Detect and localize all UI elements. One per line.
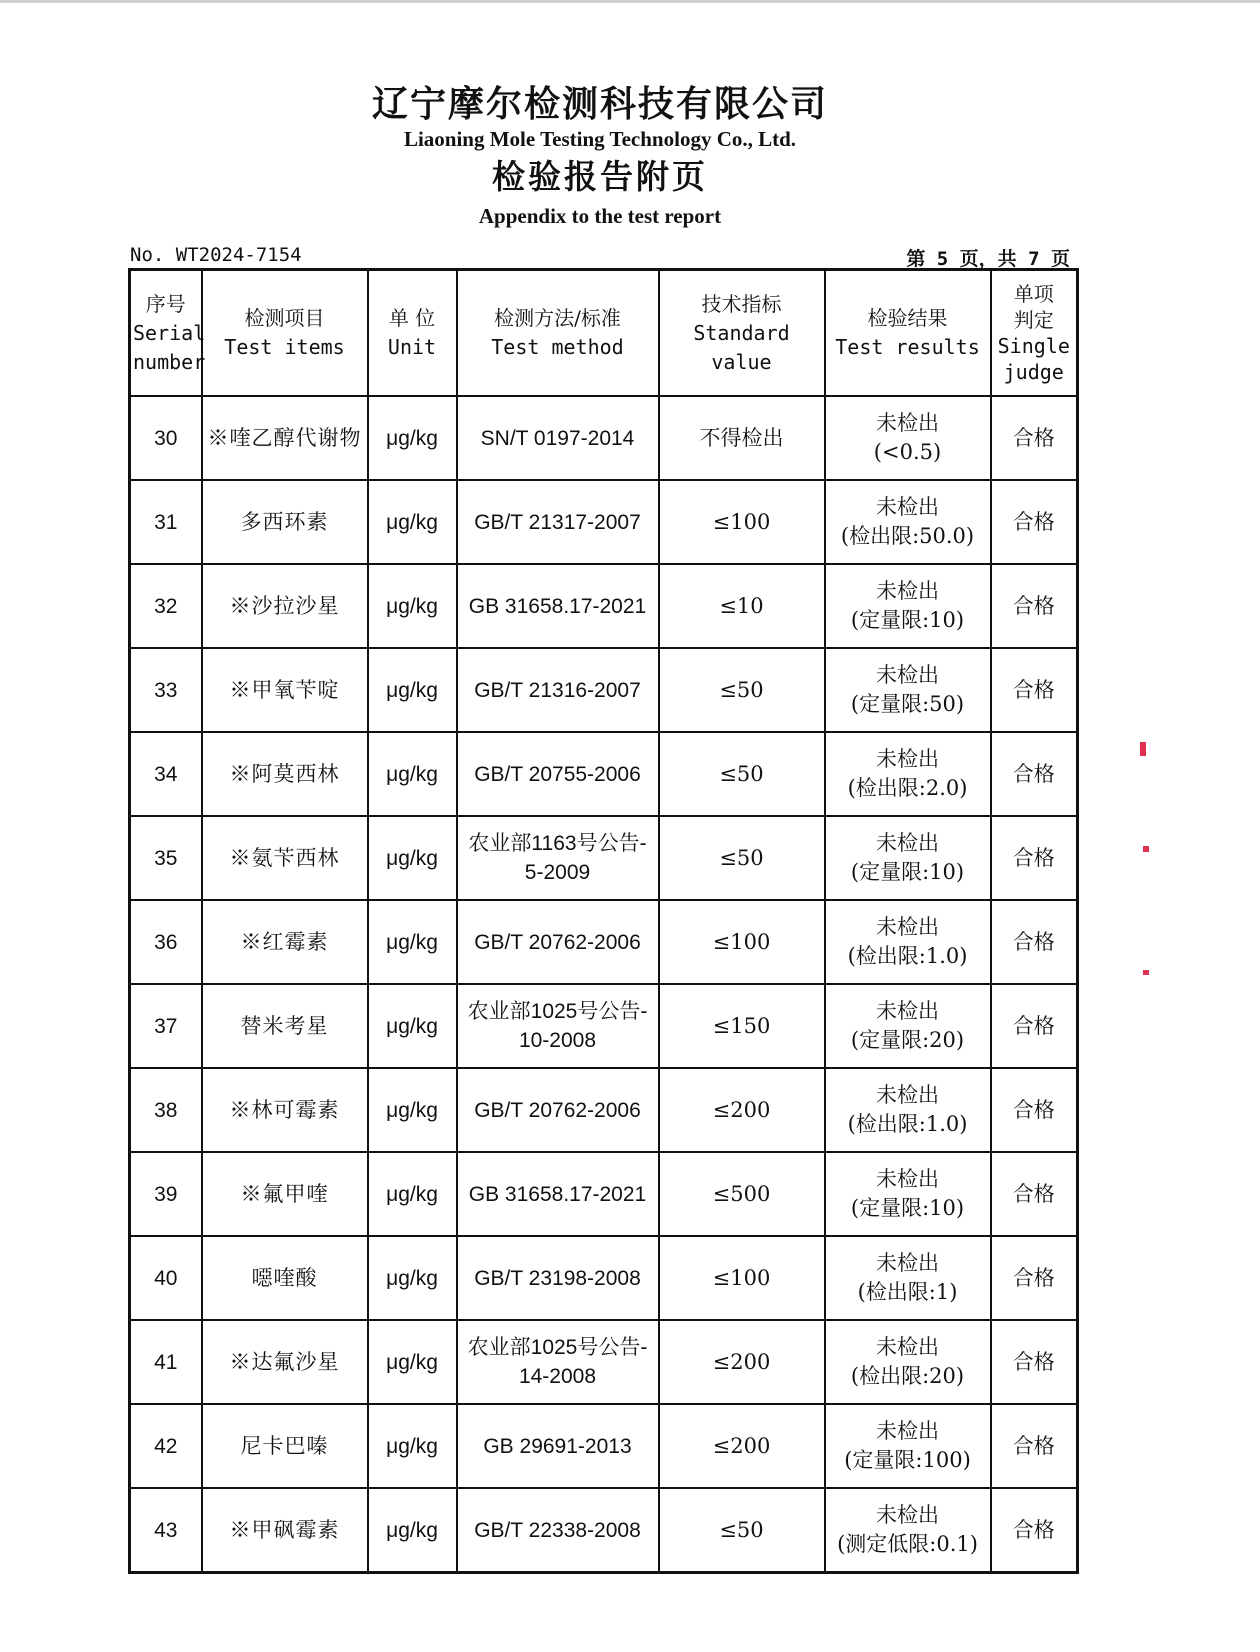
company-name-en: Liaoning Mole Testing Technology Co., Ltd. <box>403 127 797 151</box>
table-row <box>130 1320 1078 1404</box>
cell-test-result: 未检出 (定量限:10) <box>825 816 991 900</box>
cell-unit: μg/kg <box>368 1404 457 1488</box>
cell-method: GB 31658.17-2021 <box>457 1152 659 1236</box>
cell-unit: μg/kg <box>368 480 457 564</box>
cell-standard-value: ≤100 <box>659 900 825 984</box>
company-name-cn: 辽宁摩尔检测科技有限公司 <box>371 83 828 125</box>
cell-method: 农业部1025号公告- 14-2008 <box>457 1320 659 1404</box>
cell-method: GB/T 20762-2006 <box>457 1068 659 1152</box>
cell-unit: μg/kg <box>368 984 457 1068</box>
cell-method: GB/T 21316-2007 <box>457 648 659 732</box>
cell-serial: 35 <box>130 816 202 900</box>
cell-unit: μg/kg <box>368 1488 457 1573</box>
col-header-standard: 技术指标 Standard value <box>659 270 825 397</box>
cell-standard-value: 不得检出 <box>659 396 825 480</box>
cell-method: GB 31658.17-2021 <box>457 564 659 648</box>
table-row <box>130 1488 1078 1573</box>
col-header-item: 检测项目 Test items <box>202 270 368 397</box>
cell-test-item: 替米考星 <box>202 984 368 1068</box>
col-header-unit: 单 位 Unit <box>368 270 457 397</box>
cell-test-item: ※氟甲喹 <box>202 1152 368 1236</box>
cell-test-item: ※甲氧苄啶 <box>202 648 368 732</box>
table-row <box>130 648 1078 732</box>
cell-standard-value: ≤200 <box>659 1068 825 1152</box>
cell-unit: μg/kg <box>368 1152 457 1236</box>
cell-judge: 合格 <box>991 984 1078 1068</box>
cell-standard-value: ≤50 <box>659 732 825 816</box>
cell-test-result: 未检出 (检出限:1) <box>825 1236 991 1320</box>
col-header-method: 检测方法/标准 Test method <box>457 270 659 397</box>
cell-unit: μg/kg <box>368 732 457 816</box>
cell-test-result: 未检出 (检出限:2.0) <box>825 732 991 816</box>
cell-test-item: ※氨苄西林 <box>202 816 368 900</box>
cell-test-result: 未检出 (检出限:1.0) <box>825 900 991 984</box>
cell-unit: μg/kg <box>368 1068 457 1152</box>
top-edge <box>0 0 1260 3</box>
col-header-serial: 序号 Serial number <box>130 270 202 397</box>
cell-standard-value: ≤200 <box>659 1320 825 1404</box>
cell-unit: μg/kg <box>368 648 457 732</box>
cell-judge: 合格 <box>991 1068 1078 1152</box>
cell-test-item: ※阿莫西林 <box>202 732 368 816</box>
cell-serial: 37 <box>130 984 202 1068</box>
cell-serial: 31 <box>130 480 202 564</box>
cell-test-result: 未检出 (检出限:1.0) <box>825 1068 991 1152</box>
cell-test-item: 多西环素 <box>202 480 368 564</box>
cell-test-result: 未检出 (定量限:20) <box>825 984 991 1068</box>
cell-test-result: 未检出 (检出限:20) <box>825 1320 991 1404</box>
cell-test-result: 未检出 (检出限:50.0) <box>825 480 991 564</box>
cell-test-result: 未检出 (定量限:100) <box>825 1404 991 1488</box>
table-row <box>130 1236 1078 1320</box>
cell-standard-value: ≤50 <box>659 816 825 900</box>
table-row <box>130 900 1078 984</box>
cell-unit: μg/kg <box>368 396 457 480</box>
cell-test-item: ※红霉素 <box>202 900 368 984</box>
stamp-edge-mark <box>1143 970 1149 975</box>
cell-test-result: 未检出 (定量限:50) <box>825 648 991 732</box>
cell-test-item: ※甲砜霉素 <box>202 1488 368 1573</box>
cell-judge: 合格 <box>991 1404 1078 1488</box>
table-row <box>130 480 1078 564</box>
cell-judge: 合格 <box>991 1152 1078 1236</box>
cell-judge: 合格 <box>991 564 1078 648</box>
stamp-edge-mark <box>1140 742 1146 756</box>
cell-test-item: 噁喹酸 <box>202 1236 368 1320</box>
report-header <box>0 82 1200 230</box>
cell-standard-value: ≤100 <box>659 480 825 564</box>
cell-serial: 33 <box>130 648 202 732</box>
cell-judge: 合格 <box>991 1320 1078 1404</box>
cell-method: 农业部1163号公告- 5-2009 <box>457 816 659 900</box>
cell-standard-value: ≤50 <box>659 648 825 732</box>
cell-test-item: ※沙拉沙星 <box>202 564 368 648</box>
cell-test-item: 尼卡巴嗪 <box>202 1404 368 1488</box>
cell-serial: 40 <box>130 1236 202 1320</box>
cell-unit: μg/kg <box>368 1236 457 1320</box>
table-row <box>130 1404 1078 1488</box>
cell-judge: 合格 <box>991 396 1078 480</box>
cell-judge: 合格 <box>991 732 1078 816</box>
cell-serial: 34 <box>130 732 202 816</box>
cell-serial: 30 <box>130 396 202 480</box>
cell-judge: 合格 <box>991 816 1078 900</box>
cell-serial: 36 <box>130 900 202 984</box>
stamp-edge-mark <box>1143 846 1149 852</box>
cell-serial: 43 <box>130 1488 202 1573</box>
results-table <box>128 268 1079 1574</box>
cell-standard-value: ≤200 <box>659 1404 825 1488</box>
cell-unit: μg/kg <box>368 816 457 900</box>
cell-method: GB/T 20762-2006 <box>457 900 659 984</box>
cell-test-item: ※林可霉素 <box>202 1068 368 1152</box>
table-body <box>130 396 1078 1573</box>
cell-serial: 32 <box>130 564 202 648</box>
table-row <box>130 1152 1078 1236</box>
cell-judge: 合格 <box>991 648 1078 732</box>
cell-test-result: 未检出 (定量限:10) <box>825 1152 991 1236</box>
cell-test-result: 未检出 (定量限:10) <box>825 564 991 648</box>
col-header-result: 检验结果 Test results <box>825 270 991 397</box>
cell-judge: 合格 <box>991 1236 1078 1320</box>
page-indicator: 第 5 页，共 7 页 <box>906 248 1070 270</box>
cell-serial: 38 <box>130 1068 202 1152</box>
cell-serial: 42 <box>130 1404 202 1488</box>
report-title-en: Appendix to the test report <box>478 204 722 228</box>
cell-standard-value: ≤100 <box>659 1236 825 1320</box>
table-row <box>130 984 1078 1068</box>
cell-method: SN/T 0197-2014 <box>457 396 659 480</box>
cell-judge: 合格 <box>991 900 1078 984</box>
cell-method: GB/T 22338-2008 <box>457 1488 659 1573</box>
cell-unit: μg/kg <box>368 900 457 984</box>
cell-method: GB 29691-2013 <box>457 1404 659 1488</box>
table-row <box>130 816 1078 900</box>
table-row <box>130 1068 1078 1152</box>
cell-unit: μg/kg <box>368 564 457 648</box>
cell-judge: 合格 <box>991 1488 1078 1573</box>
cell-method: GB/T 23198-2008 <box>457 1236 659 1320</box>
cell-standard-value: ≤50 <box>659 1488 825 1573</box>
cell-test-item: ※达氟沙星 <box>202 1320 368 1404</box>
table-row <box>130 396 1078 480</box>
cell-test-item: ※喹乙醇代谢物 <box>202 396 368 480</box>
table-row <box>130 564 1078 648</box>
table-header-row <box>130 270 1078 397</box>
cell-method: GB/T 20755-2006 <box>457 732 659 816</box>
cell-test-result: 未检出 (测定低限:0.1) <box>825 1488 991 1573</box>
cell-standard-value: ≤500 <box>659 1152 825 1236</box>
report-title-cn: 检验报告附页 <box>492 157 708 196</box>
report-number: No. WT2024-7154 <box>130 244 302 266</box>
cell-test-result: 未检出 (<0.5) <box>825 396 991 480</box>
cell-method: GB/T 21317-2007 <box>457 480 659 564</box>
cell-serial: 41 <box>130 1320 202 1404</box>
cell-serial: 39 <box>130 1152 202 1236</box>
cell-method: 农业部1025号公告- 10-2008 <box>457 984 659 1068</box>
cell-judge: 合格 <box>991 480 1078 564</box>
cell-standard-value: ≤150 <box>659 984 825 1068</box>
cell-unit: μg/kg <box>368 1320 457 1404</box>
col-header-judge: 单项 判定 Single judge <box>991 270 1078 397</box>
table-row <box>130 732 1078 816</box>
cell-standard-value: ≤10 <box>659 564 825 648</box>
